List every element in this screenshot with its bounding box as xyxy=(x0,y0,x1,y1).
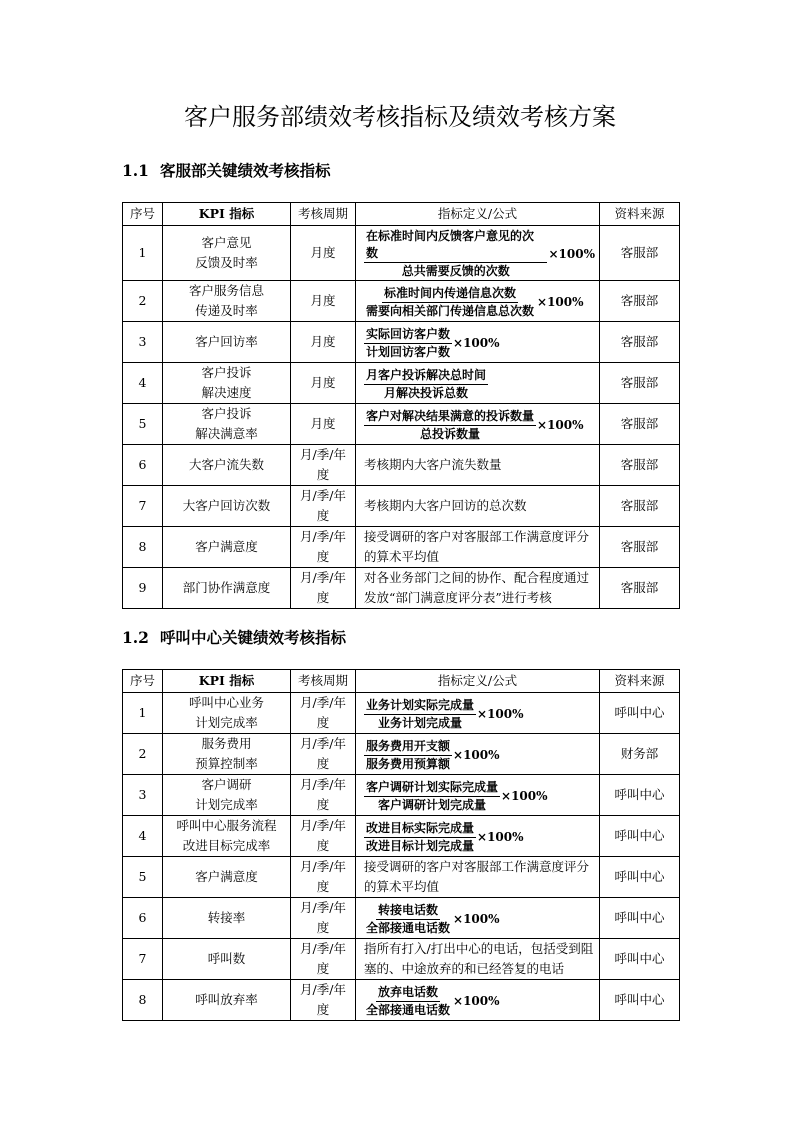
definition-cell xyxy=(356,857,600,898)
kpi-name-line: 客户投诉 xyxy=(201,365,252,380)
row-number: 4 xyxy=(123,363,163,404)
formula xyxy=(364,285,584,320)
definition-cell xyxy=(356,486,600,527)
table-row xyxy=(123,527,680,568)
row-number: 3 xyxy=(123,322,163,363)
data-source: 呼叫中心 xyxy=(600,775,680,816)
kpi-name xyxy=(163,939,291,980)
row-number: 8 xyxy=(123,980,163,1021)
fraction xyxy=(364,984,452,1019)
header-kpi: KPI 指标 xyxy=(163,203,291,226)
data-source: 呼叫中心 xyxy=(600,980,680,1021)
fraction xyxy=(364,820,476,855)
formula-factor: ×100% xyxy=(548,247,595,261)
period-line: 月/季/年 xyxy=(300,818,346,833)
assessment-period xyxy=(291,486,356,527)
kpi-name-line: 客户调研 xyxy=(201,777,252,792)
assessment-period xyxy=(291,363,356,404)
table-row xyxy=(123,226,680,281)
formula-numerator: 月客户投诉解决总时间 xyxy=(364,367,488,385)
formula-factor: ×100% xyxy=(453,994,500,1008)
assessment-period xyxy=(291,693,356,734)
formula-factor: ×100% xyxy=(537,418,584,432)
kpi-name xyxy=(163,527,291,568)
kpi-name-line: 计划完成率 xyxy=(195,715,258,730)
row-number: 6 xyxy=(123,445,163,486)
definition-cell xyxy=(356,898,600,939)
formula-denominator: 月解决投诉总数 xyxy=(384,385,469,400)
formula xyxy=(364,738,500,773)
data-source: 呼叫中心 xyxy=(600,693,680,734)
definition-cell xyxy=(356,816,600,857)
header-source: 资料来源 xyxy=(600,670,680,693)
row-number: 3 xyxy=(123,775,163,816)
definition-text: 考核期内大客户流失数量 xyxy=(364,457,502,472)
formula-numerator: 在标准时间内反馈客户意见的次数 xyxy=(364,228,547,263)
kpi-name-line: 呼叫中心业务 xyxy=(188,695,264,710)
row-number: 1 xyxy=(123,693,163,734)
section-title: 客服部关键绩效考核指标 xyxy=(160,161,331,180)
formula-numerator: 改进目标实际完成量 xyxy=(364,820,476,838)
period-line: 度 xyxy=(316,838,330,853)
period-line: 度 xyxy=(316,549,330,564)
data-source: 呼叫中心 xyxy=(600,857,680,898)
period-line: 度 xyxy=(316,1002,330,1017)
section-heading-1-2 xyxy=(122,627,346,649)
data-source: 呼叫中心 xyxy=(600,939,680,980)
header-source: 资料来源 xyxy=(600,203,680,226)
definition-text: 指所有打入/打出中心的电话，包括受到阻塞的、中途放弃的和已经答复的电话 xyxy=(364,941,594,976)
definition-cell xyxy=(356,527,600,568)
formula-factor: ×100% xyxy=(477,707,524,721)
kpi-name xyxy=(163,445,291,486)
data-source: 呼叫中心 xyxy=(600,816,680,857)
formula-numerator: 标准时间内传递信息次数 xyxy=(382,285,518,303)
data-source: 客服部 xyxy=(600,226,680,281)
assessment-period xyxy=(291,226,356,281)
kpi-name-line: 客户意见 xyxy=(201,235,252,250)
table-row xyxy=(123,857,680,898)
period-line: 月/季/年 xyxy=(300,859,346,874)
kpi-name xyxy=(163,734,291,775)
data-source: 客服部 xyxy=(600,445,680,486)
period-line: 度 xyxy=(316,590,330,605)
assessment-period xyxy=(291,898,356,939)
kpi-table-customer-service xyxy=(122,202,680,609)
row-number: 7 xyxy=(123,486,163,527)
period-line: 月度 xyxy=(310,416,336,431)
fraction xyxy=(364,285,536,320)
definition-cell xyxy=(356,363,600,404)
fraction xyxy=(364,228,547,280)
kpi-name xyxy=(163,322,291,363)
formula xyxy=(364,902,500,937)
fraction xyxy=(364,367,488,402)
header-definition: 指标定义/公式 xyxy=(356,203,600,226)
period-line: 月/季/年 xyxy=(300,570,346,585)
formula-denominator: 总共需要反馈的次数 xyxy=(401,264,510,278)
row-number: 5 xyxy=(123,404,163,445)
definition-text: 接受调研的客户对客服部工作满意度评分的算术平均值 xyxy=(364,529,590,564)
formula-factor: ×100% xyxy=(537,295,584,309)
assessment-period xyxy=(291,404,356,445)
kpi-name-line: 客户回访率 xyxy=(195,334,258,349)
formula xyxy=(364,820,524,855)
table-row xyxy=(123,816,680,857)
header-period: 考核周期 xyxy=(291,670,356,693)
assessment-period xyxy=(291,527,356,568)
row-number: 6 xyxy=(123,898,163,939)
assessment-period xyxy=(291,816,356,857)
fraction xyxy=(364,326,452,361)
row-number: 5 xyxy=(123,857,163,898)
formula-numerator: 客户调研计划实际完成量 xyxy=(364,779,500,797)
header-no: 序号 xyxy=(123,670,163,693)
header-no: 序号 xyxy=(123,203,163,226)
definition-cell xyxy=(356,734,600,775)
formula-factor: ×100% xyxy=(501,789,548,803)
kpi-name-line: 服务费用 xyxy=(201,736,252,751)
definition-cell xyxy=(356,980,600,1021)
kpi-name-line: 解决速度 xyxy=(201,385,252,400)
formula xyxy=(364,697,524,732)
period-line: 月/季/年 xyxy=(300,447,346,462)
section-number: 1.1 xyxy=(122,161,149,180)
period-line: 度 xyxy=(316,879,330,894)
data-source: 客服部 xyxy=(600,527,680,568)
formula-denominator: 总投诉数量 xyxy=(420,426,481,441)
data-source: 客服部 xyxy=(600,281,680,322)
period-line: 月度 xyxy=(310,375,336,390)
kpi-name xyxy=(163,404,291,445)
kpi-name xyxy=(163,281,291,322)
formula xyxy=(364,984,500,1019)
kpi-name-line: 客户投诉 xyxy=(201,406,252,421)
definition-cell xyxy=(356,939,600,980)
section-number: 1.2 xyxy=(122,628,149,647)
row-number: 7 xyxy=(123,939,163,980)
kpi-name-line: 呼叫数 xyxy=(207,951,246,966)
kpi-name-line: 改进目标完成率 xyxy=(182,838,271,853)
assessment-period xyxy=(291,980,356,1021)
kpi-name-line: 呼叫中心服务流程 xyxy=(176,818,277,833)
table-row xyxy=(123,445,680,486)
table-header-row xyxy=(123,203,680,226)
formula-denominator: 业务计划完成量 xyxy=(378,715,463,730)
data-source: 客服部 xyxy=(600,404,680,445)
definition-text: 考核期内大客户回访的总次数 xyxy=(364,498,527,513)
definition-cell xyxy=(356,693,600,734)
period-line: 月度 xyxy=(310,334,336,349)
period-line: 度 xyxy=(316,467,330,482)
kpi-name xyxy=(163,898,291,939)
row-number: 2 xyxy=(123,281,163,322)
period-line: 月/季/年 xyxy=(300,488,346,503)
kpi-name-line: 反馈及时率 xyxy=(195,255,258,270)
formula xyxy=(364,228,595,280)
assessment-period xyxy=(291,775,356,816)
fraction xyxy=(364,902,452,937)
formula-denominator: 客户调研计划完成量 xyxy=(378,797,487,812)
assessment-period xyxy=(291,939,356,980)
fraction xyxy=(364,779,500,814)
table-row xyxy=(123,281,680,322)
definition-cell xyxy=(356,281,600,322)
kpi-name-line: 大客户流失数 xyxy=(188,457,264,472)
formula-factor: ×100% xyxy=(453,336,500,350)
header-kpi: KPI 指标 xyxy=(163,670,291,693)
kpi-name xyxy=(163,226,291,281)
period-line: 月/季/年 xyxy=(300,982,346,997)
kpi-name xyxy=(163,486,291,527)
data-source: 财务部 xyxy=(600,734,680,775)
kpi-name-line: 转接率 xyxy=(207,910,246,925)
table-header-row xyxy=(123,670,680,693)
section-title: 呼叫中心关键绩效考核指标 xyxy=(160,628,347,647)
kpi-name xyxy=(163,693,291,734)
kpi-name xyxy=(163,363,291,404)
definition-cell xyxy=(356,226,600,281)
formula xyxy=(364,408,584,443)
formula-numerator: 服务费用开支额 xyxy=(364,738,452,756)
header-definition: 指标定义/公式 xyxy=(356,670,600,693)
formula-denominator: 需要向相关部门传递信息总次数 xyxy=(366,303,535,318)
assessment-period xyxy=(291,734,356,775)
formula-denominator: 全部接通电话数 xyxy=(366,1002,451,1017)
period-line: 度 xyxy=(316,756,330,771)
formula-factor: ×100% xyxy=(477,830,524,844)
assessment-period xyxy=(291,857,356,898)
formula-numerator: 实际回访客户数 xyxy=(364,326,452,344)
section-heading-1-1 xyxy=(122,160,331,182)
period-line: 度 xyxy=(316,920,330,935)
assessment-period xyxy=(291,568,356,609)
formula-numerator: 业务计划实际完成量 xyxy=(364,697,476,715)
kpi-name-line: 大客户回访次数 xyxy=(182,498,271,513)
assessment-period xyxy=(291,281,356,322)
row-number: 4 xyxy=(123,816,163,857)
kpi-name xyxy=(163,980,291,1021)
table-row xyxy=(123,734,680,775)
table-row xyxy=(123,693,680,734)
table-row xyxy=(123,486,680,527)
kpi-name xyxy=(163,816,291,857)
table-row xyxy=(123,363,680,404)
period-line: 月/季/年 xyxy=(300,900,346,915)
formula-denominator: 服务费用预算额 xyxy=(366,756,451,771)
formula xyxy=(364,367,488,402)
definition-cell xyxy=(356,445,600,486)
data-source: 客服部 xyxy=(600,568,680,609)
fraction xyxy=(364,408,536,443)
period-line: 度 xyxy=(316,961,330,976)
formula xyxy=(364,779,548,814)
formula-numerator: 客户对解决结果满意的投诉数量 xyxy=(364,408,536,426)
table-row xyxy=(123,980,680,1021)
period-line: 月/季/年 xyxy=(300,736,346,751)
definition-cell xyxy=(356,404,600,445)
period-line: 月度 xyxy=(310,245,336,260)
page-title: 客户服务部绩效考核指标及绩效考核方案 xyxy=(184,103,616,131)
formula-denominator: 计划回访客户数 xyxy=(366,344,451,359)
kpi-name-line: 客户满意度 xyxy=(195,539,258,554)
kpi-name xyxy=(163,568,291,609)
kpi-name-line: 客户服务信息 xyxy=(188,283,264,298)
row-number: 2 xyxy=(123,734,163,775)
assessment-period xyxy=(291,322,356,363)
period-line: 度 xyxy=(316,508,330,523)
assessment-period xyxy=(291,445,356,486)
period-line: 月/季/年 xyxy=(300,529,346,544)
period-line: 度 xyxy=(316,797,330,812)
table-row xyxy=(123,939,680,980)
definition-cell xyxy=(356,775,600,816)
kpi-name-line: 客户满意度 xyxy=(195,869,258,884)
data-source: 呼叫中心 xyxy=(600,898,680,939)
kpi-name xyxy=(163,857,291,898)
table-row xyxy=(123,322,680,363)
formula-factor: ×100% xyxy=(453,912,500,926)
definition-text: 接受调研的客户对客服部工作满意度评分的算术平均值 xyxy=(364,859,590,894)
definition-cell xyxy=(356,568,600,609)
header-period: 考核周期 xyxy=(291,203,356,226)
definition-cell xyxy=(356,322,600,363)
table-row xyxy=(123,568,680,609)
kpi-name-line: 部门协作满意度 xyxy=(182,580,271,595)
kpi-table-call-center xyxy=(122,669,680,1021)
table-row xyxy=(123,898,680,939)
period-line: 度 xyxy=(316,715,330,730)
kpi-name-line: 传递及时率 xyxy=(195,303,258,318)
period-line: 月度 xyxy=(310,293,336,308)
formula-factor: ×100% xyxy=(453,748,500,762)
kpi-name xyxy=(163,775,291,816)
data-source: 客服部 xyxy=(600,363,680,404)
fraction xyxy=(364,697,476,732)
kpi-name-line: 预算控制率 xyxy=(195,756,258,771)
kpi-name-line: 解决满意率 xyxy=(195,426,258,441)
row-number: 9 xyxy=(123,568,163,609)
formula-denominator: 改进目标计划完成量 xyxy=(366,838,475,853)
data-source: 客服部 xyxy=(600,486,680,527)
data-source: 客服部 xyxy=(600,322,680,363)
row-number: 1 xyxy=(123,226,163,281)
period-line: 月/季/年 xyxy=(300,941,346,956)
table-row xyxy=(123,404,680,445)
period-line: 月/季/年 xyxy=(300,695,346,710)
fraction xyxy=(364,738,452,773)
formula-denominator: 全部接通电话数 xyxy=(366,920,451,935)
definition-text: 对各业务部门之间的协作、配合程度通过发放“部门满意度评分表”进行考核 xyxy=(364,570,590,605)
formula xyxy=(364,326,500,361)
period-line: 月/季/年 xyxy=(300,777,346,792)
table-row xyxy=(123,775,680,816)
row-number: 8 xyxy=(123,527,163,568)
kpi-name-line: 呼叫放弃率 xyxy=(195,992,258,1007)
formula-numerator: 放弃电话数 xyxy=(376,984,440,1002)
kpi-name-line: 计划完成率 xyxy=(195,797,258,812)
formula-numerator: 转接电话数 xyxy=(376,902,440,920)
